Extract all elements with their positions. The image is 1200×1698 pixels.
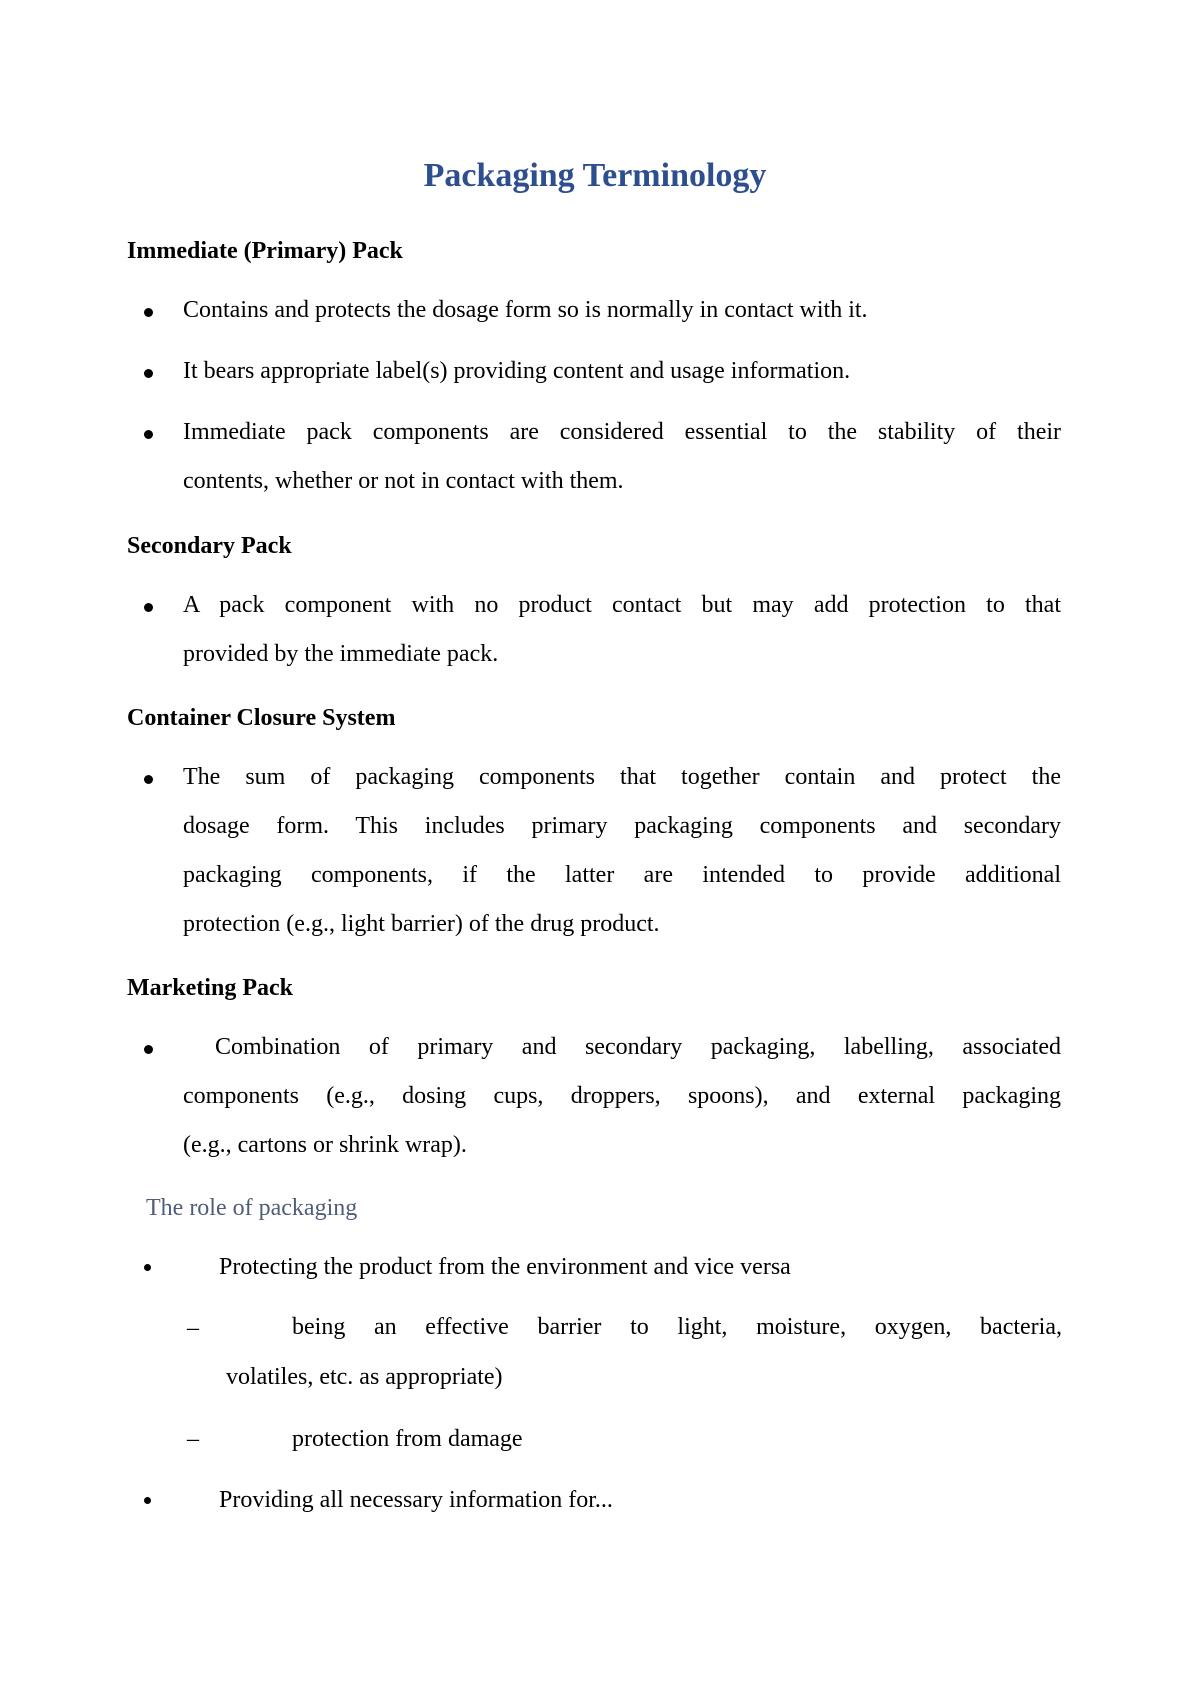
dash-icon: – bbox=[187, 1315, 199, 1341]
sub-list-item-continuation: volatiles, etc. as appropriate) bbox=[226, 1364, 503, 1390]
section-heading-marketing-pack: Marketing Pack bbox=[127, 975, 293, 1001]
bullet-icon bbox=[144, 430, 158, 444]
sub-list-item: being an effective barrier to light, moisture, oxygen, bacteria, bbox=[292, 1314, 1062, 1340]
section-heading-container-closure-system: Container Closure System bbox=[127, 705, 396, 731]
list-item bbox=[183, 581, 1061, 679]
bullet-icon bbox=[144, 1045, 158, 1059]
list-item-line: contents, whether or not in contact with them. bbox=[183, 468, 624, 494]
sub-list-item: protection from damage bbox=[292, 1426, 523, 1452]
bullet-icon bbox=[144, 1497, 158, 1511]
section-heading-secondary-pack: Secondary Pack bbox=[127, 533, 292, 559]
list-item: Providing all necessary information for... bbox=[219, 1487, 613, 1513]
list-item-line: dosage form. This includes primary packaging components and secondary bbox=[183, 813, 1061, 839]
bullet-icon bbox=[144, 603, 158, 617]
list-item-line: packaging components, if the latter are intended to provide additional bbox=[183, 862, 1061, 888]
bullet-icon bbox=[144, 775, 158, 789]
list-item-line: protection (e.g., light barrier) of the drug product. bbox=[183, 911, 660, 937]
section-heading-role-of-packaging: The role of packaging bbox=[146, 1195, 358, 1221]
list-item bbox=[183, 1023, 1061, 1170]
list-item bbox=[183, 408, 1061, 506]
list-item-line: (e.g., cartons or shrink wrap). bbox=[183, 1132, 467, 1158]
bullet-icon bbox=[144, 369, 158, 383]
list-item-line: components (e.g., dosing cups, droppers, spoons), and external packaging bbox=[183, 1083, 1061, 1109]
bullet-icon bbox=[144, 308, 158, 322]
section-heading-immediate-pack: Immediate (Primary) Pack bbox=[127, 238, 403, 264]
list-item-line: A pack component with no product contact but may add protection to that bbox=[183, 592, 1061, 618]
page-title: Packaging Terminology bbox=[423, 157, 767, 194]
list-item bbox=[183, 753, 1061, 949]
list-item-line: The sum of packaging components that together contain and protect the bbox=[183, 764, 1061, 790]
list-item-line: provided by the immediate pack. bbox=[183, 641, 499, 667]
list-item: Protecting the product from the environment and vice versa bbox=[219, 1254, 791, 1280]
list-item: It bears appropriate label(s) providing content and usage information. bbox=[183, 358, 851, 384]
list-item-line: Combination of primary and secondary packaging, labelling, associated bbox=[215, 1034, 1061, 1060]
bullet-icon bbox=[144, 1264, 158, 1278]
list-item: Contains and protects the dosage form so is normally in contact with it. bbox=[183, 297, 868, 323]
dash-icon: – bbox=[187, 1426, 199, 1452]
list-item-line: Immediate pack components are considered essential to the stability of their bbox=[183, 419, 1061, 445]
